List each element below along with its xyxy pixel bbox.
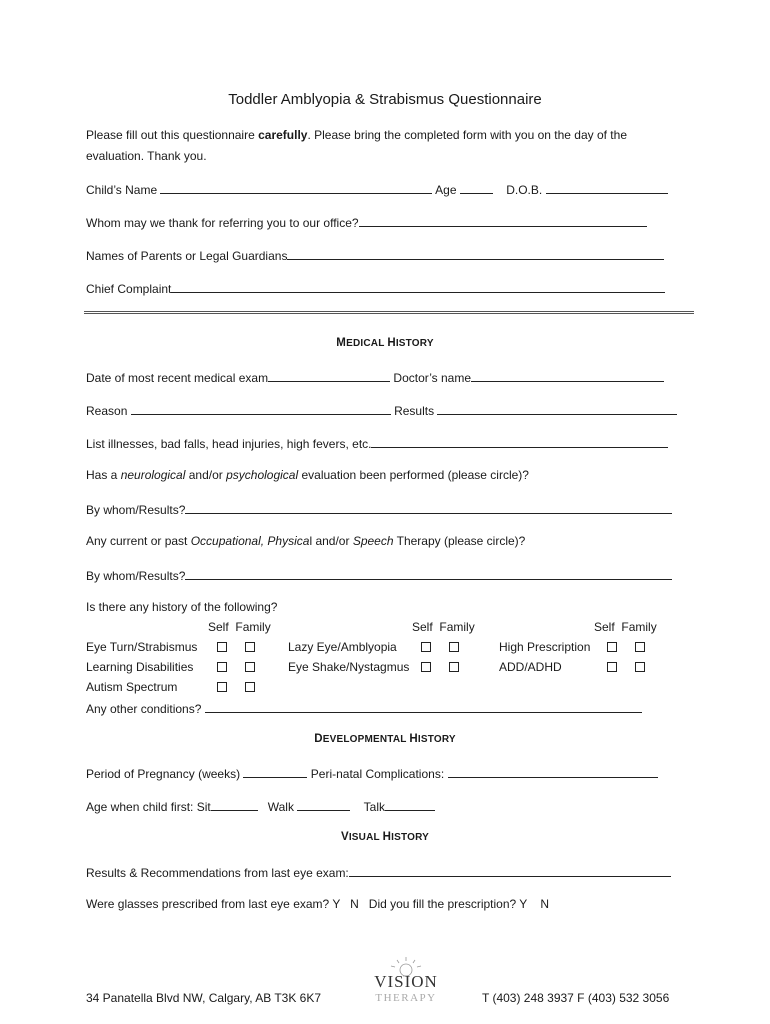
checkbox-autism-family[interactable]: [245, 682, 255, 692]
other-conditions-field[interactable]: [205, 700, 642, 713]
condition-adhd: ADD/ADHD: [499, 660, 562, 674]
exam-row: Date of most recent medical exam Doctor’s name: [86, 369, 664, 385]
checkbox-adhd-family[interactable]: [635, 662, 645, 672]
checkbox-high-rx-self[interactable]: [607, 642, 617, 652]
logo-text-therapy: THERAPY: [375, 992, 437, 1004]
col-header-2: Self Family: [412, 620, 475, 634]
visual-history-heading: VISUAL HISTORY: [340, 831, 430, 843]
condition-autism: Autism Spectrum: [86, 680, 178, 694]
other-conditions-row: Any other conditions?: [86, 700, 642, 716]
condition-eye-turn: Eye Turn/Strabismus: [86, 640, 198, 654]
complaint-row: Chief Complaint: [86, 280, 665, 296]
section-divider: [84, 311, 694, 312]
perinatal-field[interactable]: [448, 765, 658, 778]
walk-field[interactable]: [297, 798, 350, 811]
illness-row: List illnesses, bad falls, head injuries, high fevers, etc.: [86, 435, 668, 451]
condition-learning: Learning Disabilities: [86, 660, 194, 674]
developmental-history-heading: DEVELOPMENTAL HISTORY: [314, 733, 456, 745]
age-field[interactable]: [460, 181, 493, 194]
by-whom-field[interactable]: [185, 501, 672, 514]
child-name-row: Child’s Name Age D.O.B.: [86, 181, 668, 197]
exam-date-field[interactable]: [268, 369, 390, 382]
dob-field[interactable]: [546, 181, 668, 194]
parents-row: Names of Parents or Legal Guardians: [86, 247, 664, 263]
section-divider-2: [84, 313, 694, 314]
intro-text-line2: evaluation. Thank you.: [86, 149, 207, 163]
eye-exam-results-row: Results & Recommendations from last eye exam:: [86, 864, 671, 880]
child-name-field[interactable]: [160, 181, 432, 194]
intro-text: Please fill out this questionnaire carefully. Please bring the completed form with you on the day of the: [86, 128, 627, 142]
condition-lazy-eye: Lazy Eye/Amblyopia: [288, 640, 397, 654]
milestones-row: Age when child first: Sit Walk Talk: [86, 798, 435, 814]
by-whom-row: By whom/Results?: [86, 501, 672, 517]
referral-row: Whom may we thank for referring you to our office?: [86, 214, 647, 230]
checkbox-eye-shake-family[interactable]: [449, 662, 459, 672]
talk-field[interactable]: [385, 798, 435, 811]
medical-history-heading: MEDICAL HISTORY: [336, 337, 434, 349]
pregnancy-field[interactable]: [243, 765, 307, 778]
reason-row: Reason Results: [86, 402, 677, 418]
glasses-question: Were glasses prescribed from last eye exam? Y N Did you fill the prescription? Y N: [86, 897, 550, 911]
logo-text-vision: VISION: [374, 972, 438, 991]
col-header-1: Self Family: [208, 620, 271, 634]
checkbox-high-rx-family[interactable]: [635, 642, 645, 652]
parents-field[interactable]: [287, 247, 664, 260]
form-title: Toddler Amblyopia & Strabismus Questionnaire: [228, 91, 542, 108]
illnesses-field[interactable]: [371, 435, 668, 448]
footer-address: 34 Panatella Blvd NW, Calgary, AB T3K 6K7: [86, 991, 322, 1005]
checkbox-autism-self[interactable]: [217, 682, 227, 692]
referral-field[interactable]: [359, 214, 647, 227]
pregnancy-row: Period of Pregnancy (weeks) Peri-natal Complications:: [86, 765, 658, 781]
doctor-field[interactable]: [471, 369, 664, 382]
checkbox-eye-turn-self[interactable]: [217, 642, 227, 652]
checkbox-learning-family[interactable]: [245, 662, 255, 672]
footer-phone: T (403) 248 3937 F (403) 532 3056: [482, 991, 670, 1005]
checkbox-lazy-eye-family[interactable]: [449, 642, 459, 652]
therapy-question: Any current or past Occupational, Physical and/or Speech Therapy (please circle)?: [86, 534, 526, 548]
col-header-3: Self Family: [594, 620, 657, 634]
eye-exam-results-field[interactable]: [349, 864, 671, 877]
checkbox-adhd-self[interactable]: [607, 662, 617, 672]
checkbox-eye-turn-family[interactable]: [245, 642, 255, 652]
checkbox-lazy-eye-self[interactable]: [421, 642, 431, 652]
condition-high-rx: High Prescription: [499, 640, 591, 654]
by-whom-field-2[interactable]: [185, 567, 672, 580]
evaluation-question: Has a neurological and/or psychological evaluation been performed (please circle)?: [86, 468, 529, 482]
by-whom-row-2: By whom/Results?: [86, 567, 672, 583]
sit-field[interactable]: [211, 798, 258, 811]
history-question: Is there any history of the following?: [86, 600, 278, 614]
complaint-field[interactable]: [171, 280, 665, 293]
checkbox-learning-self[interactable]: [217, 662, 227, 672]
vision-therapy-logo: [366, 955, 446, 1010]
results-field[interactable]: [437, 402, 677, 415]
reason-field[interactable]: [131, 402, 391, 415]
condition-eye-shake: Eye Shake/Nystagmus: [288, 660, 410, 674]
checkbox-eye-shake-self[interactable]: [421, 662, 431, 672]
